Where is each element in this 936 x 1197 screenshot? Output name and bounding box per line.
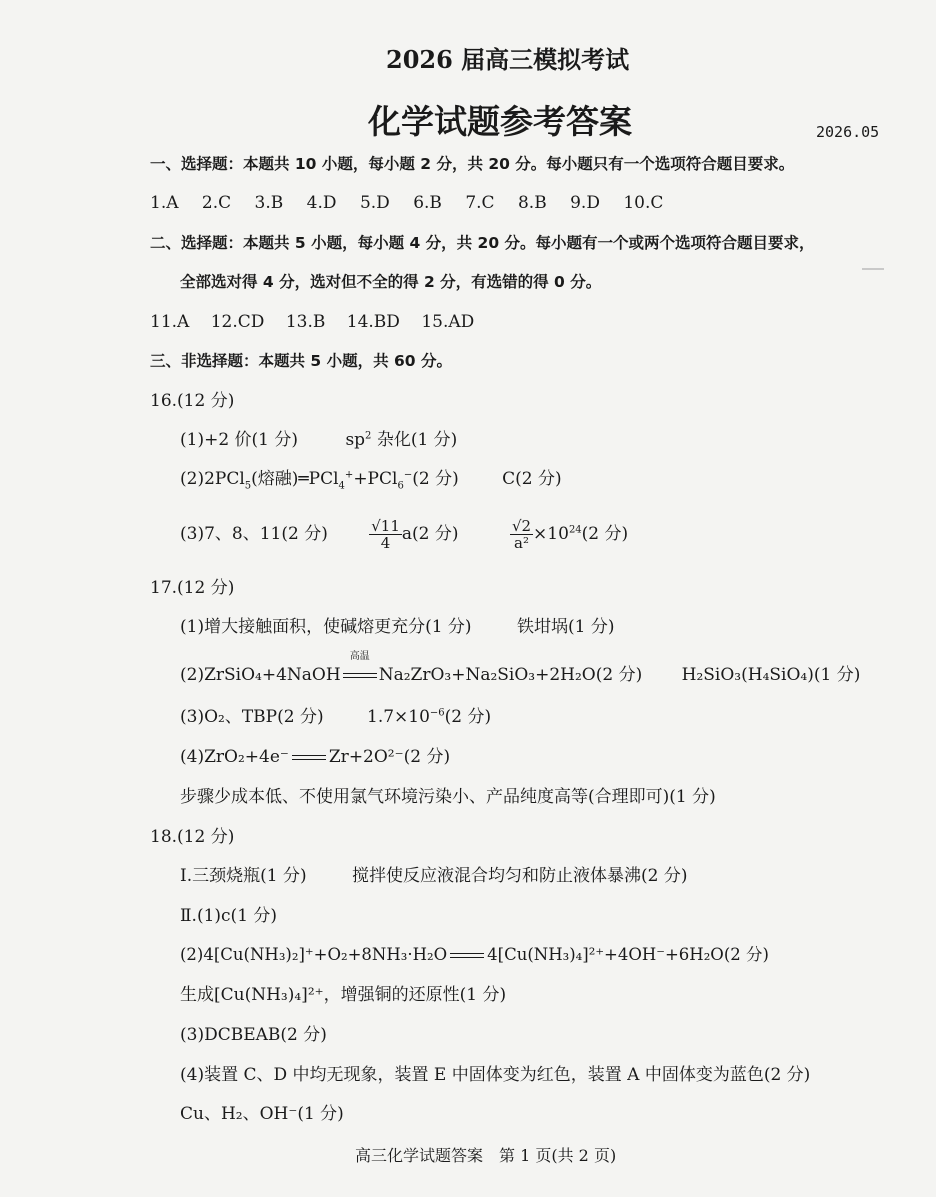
q16-part1-valence: (1)+2 价(1 分) xyxy=(180,430,299,450)
q18-title: 18.(12 分) xyxy=(150,827,235,847)
answer-8: 8.B xyxy=(517,193,547,213)
equals-bar xyxy=(343,673,377,678)
q18-part2: Ⅱ.(1)c(1 分) xyxy=(180,906,278,926)
section1-answers xyxy=(150,191,663,215)
q16-part2-equation: (2)2PCl$_5$(熔融)═PCl$_4$++PCl$_6$−(2 分) xyxy=(180,469,459,492)
q17-part5: 步骤少成本低、不使用氯气环境污染小、产品纯度高等(合理即可)(1 分) xyxy=(180,787,716,807)
answer-14: 14.BD xyxy=(346,312,400,332)
document-title: 化学试题参考答案 xyxy=(368,102,632,141)
answer-15: 15.AD xyxy=(421,312,475,332)
q18-part1-apparatus: Ⅰ.三颈烧瓶(1 分) xyxy=(180,866,307,886)
q18-part1 xyxy=(180,864,688,888)
answer-1: 1.A xyxy=(150,193,179,213)
q17-part2 xyxy=(180,651,861,687)
q18-part7: Cu、H₂、OH⁻(1 分) xyxy=(180,1104,344,1124)
answer-13: 13.B xyxy=(285,312,326,332)
q18-part4: 生成[Cu(NH₃)₄]²⁺，增强铜的还原性(1 分) xyxy=(180,985,507,1005)
section2-answers xyxy=(150,310,474,334)
q17-part1-reason: (1)增大接触面积，使碱熔更充分(1 分) xyxy=(180,617,472,637)
q18-part3 xyxy=(180,943,769,967)
q16-fraction-2-suffix: $\times 10^{24}(2$ 分) xyxy=(533,524,629,544)
q16-part3 xyxy=(180,512,628,556)
q17-part1-crucible: 铁坩埚(1 分) xyxy=(516,617,615,637)
q16-fraction-1: $\frac{√11}{4}$ xyxy=(371,516,400,552)
q16-part2 xyxy=(180,467,562,491)
answer-9: 9.D xyxy=(570,193,600,213)
q16-part1 xyxy=(180,428,457,452)
q17-part3-value: $1.7\times 10^{-6}(2$ 分) xyxy=(367,707,492,727)
section2-heading-line2: 全部选对得 4 分，选对但不全的得 2 分，有选错的得 0 分。 xyxy=(180,273,602,291)
answer-6: 6.B xyxy=(413,193,442,213)
q16-fraction-1-suffix: a(2 分) xyxy=(401,524,459,544)
exam-title: 2026 届高三模拟考试 xyxy=(386,45,630,74)
q17-title: 17.(12 分) xyxy=(150,578,235,598)
q18-part1-purpose: 搅拌使反应液混合均匀和防止液体暴沸(2 分) xyxy=(352,866,688,886)
q16-part3-sites: (3)7、8、11(2 分) xyxy=(180,524,328,544)
answer-11: 11.A xyxy=(150,312,190,332)
equals-bar xyxy=(450,953,484,958)
page-footer: 高三化学试题答案 第 1 页(共 2 页) xyxy=(355,1146,617,1165)
q18-part5: (3)DCBEAB(2 分) xyxy=(180,1025,327,1045)
q17-part3-answer: (3)O₂、TBP(2 分) xyxy=(180,707,324,727)
q17-part4-equation: (4)ZrO₂+4e⁻ Zr+2O²⁻(2 分) xyxy=(180,747,451,767)
answer-10: 10.C xyxy=(623,193,664,213)
reaction-condition-label: 高温 xyxy=(349,651,370,662)
q17-part4 xyxy=(180,745,450,769)
q18-part3-equation: (2)4[Cu(NH₃)₂]⁺+O₂+8NH₃·H₂O 4[Cu(NH₃)₄]²⁺+4OH⁻+6H₂O(2 分) xyxy=(180,945,769,964)
q16-part1-hybrid: $sp^2$ 杂化(1 分) xyxy=(345,430,458,450)
equals-bar xyxy=(292,755,326,760)
section2-heading-line1: 二、选择题：本题共 5 小题，每小题 4 分，共 20 分。每小题有一个或两个选项符合题目要求， xyxy=(150,234,815,252)
document-date: 2026.05 xyxy=(816,123,880,141)
answer-3: 3.B xyxy=(254,193,284,213)
q18-part6: (4)装置 C、D 中均无现象，装置 E 中固体变为红色，装置 A 中固体变为蓝色(2 分) xyxy=(180,1065,811,1085)
answer-5: 5.D xyxy=(359,193,390,213)
answer-2: 2.C xyxy=(201,193,232,213)
q16-title: 16.(12 分) xyxy=(150,391,235,411)
q17-part2-answer: H₂SiO₃(H₄SiO₄)(1 分) xyxy=(681,665,861,685)
answer-4: 4.D xyxy=(306,193,337,213)
q17-part1 xyxy=(180,615,614,639)
q17-part2-equation: (2)ZrSiO₄+4NaOH 高温 Na₂ZrO₃+Na₂SiO₃+2H₂O(2 分) xyxy=(180,651,643,685)
q16-part2-answer: C(2 分) xyxy=(502,469,562,489)
scan-mark xyxy=(862,268,884,270)
answer-7: 7.C xyxy=(465,193,495,213)
section3-heading: 三、非选择题：本题共 5 小题，共 60 分。 xyxy=(150,352,452,370)
answer-12: 12.CD xyxy=(210,312,265,332)
q16-fraction-2: $\frac{√2}{\text{a²}}$ xyxy=(511,516,532,552)
section1-heading: 一、选择题：本题共 10 小题，每小题 2 分，共 20 分。每小题只有一个选项符合题目要求。 xyxy=(150,155,795,173)
q17-part3 xyxy=(180,705,491,729)
